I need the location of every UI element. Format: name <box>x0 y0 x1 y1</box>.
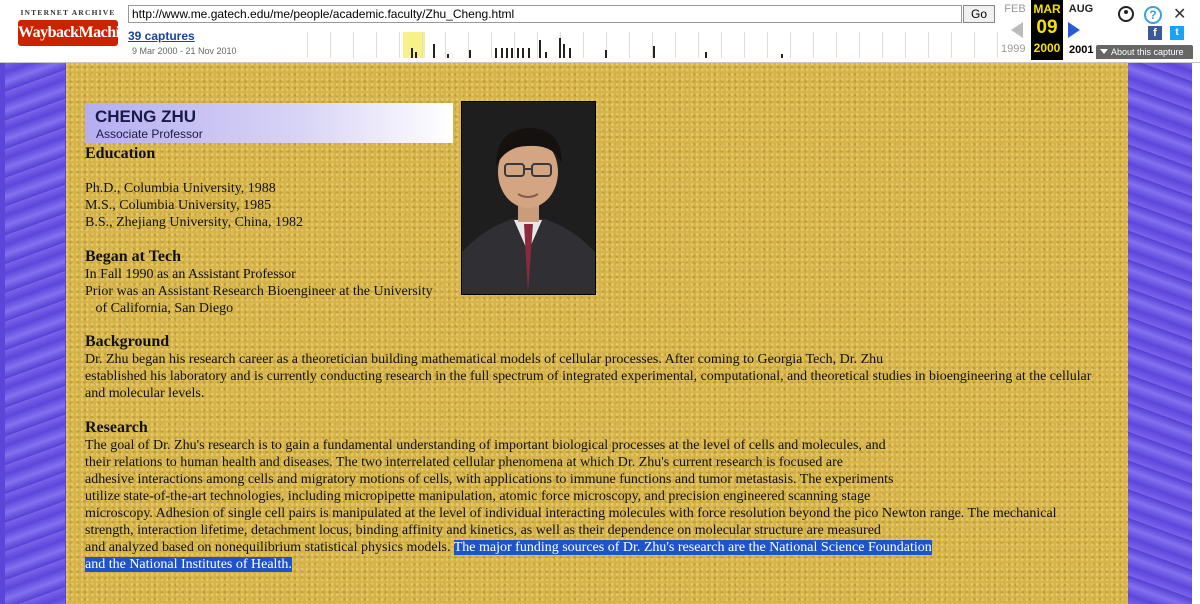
captures-link[interactable]: 39 captures <box>128 29 195 43</box>
research-heading: Research <box>85 419 148 436</box>
sparkline-year-divider <box>767 32 768 58</box>
sparkline-capture-tick <box>469 50 471 58</box>
sparkline-capture-tick <box>522 48 524 58</box>
sparkline-year-divider <box>813 32 814 58</box>
sparkline-capture-tick <box>506 48 508 58</box>
sparkline-year-divider <box>744 32 745 58</box>
sparkline-year-divider <box>583 32 584 58</box>
selected-text[interactable]: and the National Institutes of Health. <box>85 557 292 572</box>
sparkline-capture-tick <box>605 50 607 58</box>
sparkline-year-divider <box>399 32 400 58</box>
go-button[interactable]: Go <box>963 5 995 23</box>
current-day: 09 <box>1036 17 1058 38</box>
began-at-tech-line: Prior was an Assistant Research Bioengineer at the University <box>85 284 433 299</box>
research-line: microscopy. Adhesion of single cell pairs is manipulated at the level of individual interacting molecules with force resolution beyond the pico Newton range. The mechanical <box>85 506 1057 521</box>
sparkline-year-divider <box>537 32 538 58</box>
prev-year-label[interactable]: 1999 <box>1001 43 1026 55</box>
sparkline-capture-tick <box>447 54 449 58</box>
research-line <box>85 539 932 556</box>
next-capture-arrow-icon[interactable] <box>1068 22 1080 38</box>
current-month: MAR <box>1033 2 1061 16</box>
url-input[interactable] <box>128 5 962 23</box>
background-heading: Background <box>85 333 170 350</box>
sparkline-capture-tick <box>563 44 565 58</box>
sparkline-year-divider <box>882 32 883 58</box>
sparkline-year-divider <box>974 32 975 58</box>
sparkline-capture-tick <box>517 48 519 58</box>
sparkline-capture-tick <box>411 48 413 58</box>
education-line: Ph.D., Columbia University, 1988 <box>85 181 276 196</box>
scrollbar-track[interactable] <box>1192 63 1200 604</box>
sparkline-year-divider <box>698 32 699 58</box>
help-icon[interactable]: ? <box>1144 6 1162 24</box>
sparkline-year-divider <box>675 32 676 58</box>
sparkline-year-divider <box>307 32 308 58</box>
user-account-icon[interactable] <box>1118 6 1134 22</box>
sparkline-capture-tick <box>781 54 783 58</box>
sparkline-year-divider <box>928 32 929 58</box>
prev-month-label[interactable]: FEB <box>1004 3 1026 15</box>
research-line: utilize state-of-the-art technologies, including micropipette manipulation, atomic force microscopy, and precision engineered scanning stage <box>85 489 871 504</box>
sparkline-year-divider <box>629 32 630 58</box>
sparkline-capture-tick <box>415 52 417 58</box>
research-line: The goal of Dr. Zhu's research is to gain a fundamental understanding of important biological processes at the level of cells and molecules, and <box>85 438 886 453</box>
sparkline-capture-tick <box>501 48 503 58</box>
sparkline-year-divider <box>514 32 515 58</box>
portrait-illustration <box>462 102 595 294</box>
research-line <box>85 556 292 573</box>
research-line: adhesive interactions among cells and migratory motions of cells, with applications to immune functions and tumor metastasis. The experiments <box>85 472 894 487</box>
decorative-left-border <box>5 63 65 604</box>
sparkline-year-divider <box>951 32 952 58</box>
sparkline-capture-tick <box>511 48 513 58</box>
background-line: and molecular levels. <box>85 386 205 401</box>
sparkline-capture-tick <box>545 52 547 58</box>
sparkline-year-divider <box>445 32 446 58</box>
sparkline-capture-tick <box>569 48 571 58</box>
sparkline-year-divider <box>376 32 377 58</box>
sparkline-year-divider <box>721 32 722 58</box>
about-capture-button[interactable] <box>1096 45 1193 59</box>
background-line: established his laboratory and is currently conducting research in the full spectrum of integrated experimental, computational, and theoretical studies in bioengineering at the cellular <box>85 369 1092 384</box>
wayback-toolbar <box>0 0 1200 63</box>
sparkline-capture-tick <box>653 46 655 58</box>
archived-page <box>0 63 1200 604</box>
sparkline-capture-tick <box>495 48 497 58</box>
current-capture-date <box>1031 0 1063 60</box>
selected-text[interactable]: The major funding sources of Dr. Zhu's research are the National Science Foundation <box>453 540 932 555</box>
began-at-tech-heading: Began at Tech <box>85 248 182 265</box>
sparkline-year-divider <box>859 32 860 58</box>
sparkline-capture-tick <box>559 38 561 58</box>
education-heading: Education <box>85 145 156 162</box>
sparkline-capture-tick <box>705 52 707 58</box>
education-line: M.S., Columbia University, 1985 <box>85 198 272 213</box>
education-line: B.S., Zhejiang University, China, 1982 <box>85 215 304 230</box>
about-capture-label: About this capture <box>1111 47 1184 57</box>
began-at-tech-line: of California, San Diego <box>85 301 234 316</box>
logo-internet-archive-text: INTERNET ARCHIVE <box>20 8 116 17</box>
prev-capture-arrow-icon[interactable] <box>1011 22 1023 38</box>
began-at-tech-line: In Fall 1990 as an Assistant Professor <box>85 267 296 282</box>
name-banner <box>85 103 453 143</box>
capture-date-range: 9 Mar 2000 - 21 Nov 2010 <box>132 46 237 56</box>
next-year-label[interactable]: 2001 <box>1069 44 1094 56</box>
sparkline-year-divider <box>491 32 492 58</box>
sparkline-year-divider <box>330 32 331 58</box>
facebook-share-icon[interactable]: f <box>1148 26 1162 40</box>
sparkline-capture-tick <box>528 48 530 58</box>
sparkline-year-divider <box>997 32 998 58</box>
sparkline-year-divider <box>836 32 837 58</box>
captures-sparkline[interactable] <box>307 32 997 58</box>
research-line: their relations to human health and diseases. The two interrelated cellular phenomena at which Dr. Zhu's current research is focused are <box>85 455 843 470</box>
sparkline-capture-tick <box>433 44 435 58</box>
sparkline-year-divider <box>422 32 423 58</box>
faculty-title: Associate Professor <box>96 127 203 141</box>
close-icon[interactable]: ✕ <box>1173 6 1187 23</box>
current-year: 2000 <box>1033 41 1061 55</box>
research-line: strength, interaction lifetime, detachment locus, binding affinity and kinetics, as well as their dependence on molecular structure are measured <box>85 523 881 538</box>
logo-wayback-machine-text: WaybackMachine <box>18 20 118 46</box>
decorative-right-border <box>1128 63 1192 604</box>
twitter-share-icon[interactable]: t <box>1170 26 1184 40</box>
background-line: Dr. Zhu began his research career as a theoretician building mathematical models of cellular processes. After coming to Georgia Tech, Dr. Zhu <box>85 352 884 367</box>
sparkline-year-divider <box>790 32 791 58</box>
research-text-plain: and analyzed based on nonequilibrium statistical physics models. <box>85 540 454 555</box>
next-month-label[interactable]: AUG <box>1068 3 1094 15</box>
faculty-portrait-photo <box>461 101 596 295</box>
sparkline-year-divider <box>905 32 906 58</box>
chevron-down-icon <box>1100 49 1108 54</box>
wayback-logo[interactable] <box>18 8 135 52</box>
sparkline-capture-tick <box>539 40 541 58</box>
faculty-name: CHENG ZHU <box>95 107 197 126</box>
sparkline-year-divider <box>353 32 354 58</box>
